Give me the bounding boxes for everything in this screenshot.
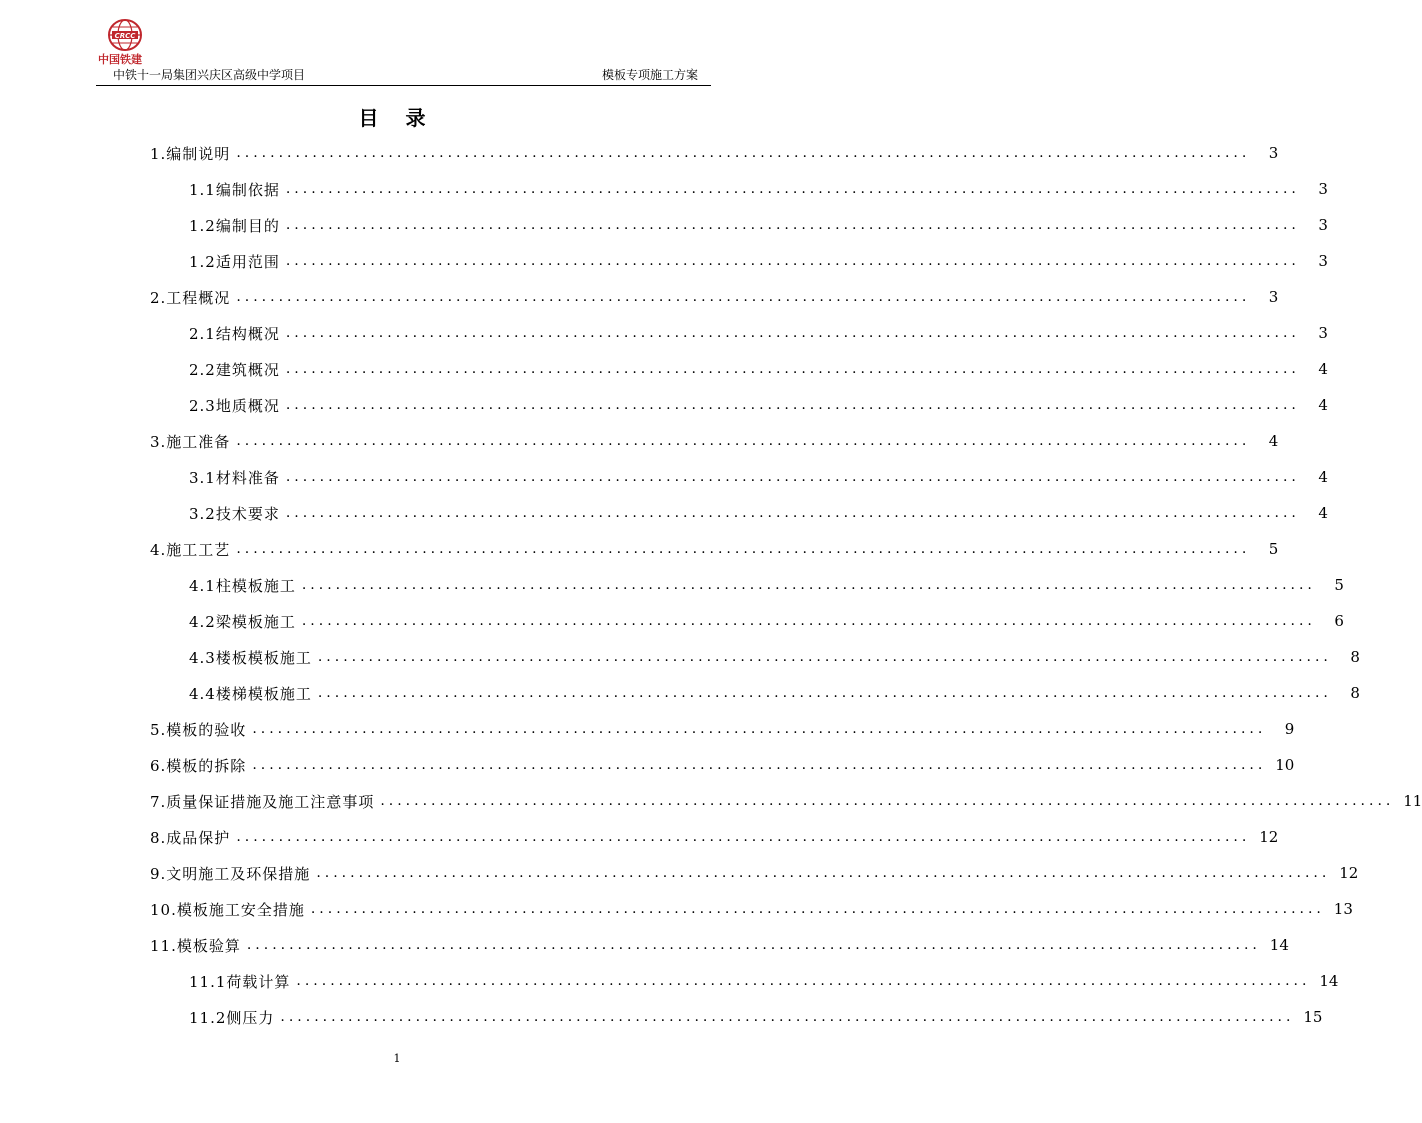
- toc-entry-page: 3: [1318, 252, 1328, 270]
- toc-entry-page: 14: [1319, 972, 1339, 990]
- toc-entry[interactable]: [189, 675, 1360, 711]
- header-project-name: 中铁十一局集团兴庆区高级中学项目: [113, 68, 306, 82]
- toc-entry[interactable]: [189, 459, 1328, 495]
- header-document-title: 模板专项施工方案: [601, 68, 698, 82]
- toc-entry-label: 2.工程概况: [150, 288, 231, 307]
- toc-entry[interactable]: [150, 531, 1279, 567]
- toc-entry-label: 9.文明施工及环保措施: [150, 864, 311, 883]
- toc-leader-dots: ........................................................................................................................: [310, 901, 1325, 917]
- toc-entry[interactable]: [189, 387, 1328, 423]
- toc-leader-dots: ........................................................................................................................: [285, 253, 1300, 269]
- toc-entry-label: 1.2适用范围: [189, 252, 280, 271]
- toc-entry-page: 11: [1403, 792, 1422, 810]
- toc-entry[interactable]: [189, 171, 1328, 207]
- toc-entry[interactable]: [150, 423, 1279, 459]
- toc-leader-dots: ........................................................................................................................: [252, 757, 1267, 773]
- toc-entry-page: 4: [1318, 396, 1328, 414]
- toc-leader-dots: ........................................................................................................................: [236, 433, 1251, 449]
- toc-leader-dots: ........................................................................................................................: [285, 397, 1300, 413]
- toc-entry-label: 1.1编制依据: [189, 180, 280, 199]
- toc-leader-dots: ........................................................................................................................: [316, 865, 1331, 881]
- toc-leader-dots: ........................................................................................................................: [246, 937, 1261, 953]
- toc-leader-dots: ........................................................................................................................: [317, 649, 1332, 665]
- toc-leader-dots: ........................................................................................................................: [380, 793, 1395, 809]
- toc-leader-dots: ........................................................................................................................: [285, 505, 1300, 521]
- toc-entry-label: 11.模板验算: [150, 936, 241, 955]
- toc-entry-page: 8: [1350, 648, 1360, 666]
- toc-leader-dots: ........................................................................................................................: [296, 973, 1311, 989]
- toc-entry-page: 5: [1334, 576, 1344, 594]
- toc-entry-page: 13: [1333, 900, 1353, 918]
- toc-entry[interactable]: [150, 783, 1422, 819]
- toc-entry[interactable]: [189, 495, 1328, 531]
- toc-entry-label: 1.2编制目的: [189, 216, 280, 235]
- toc-entry[interactable]: [150, 747, 1295, 783]
- toc-entry-page: 12: [1259, 828, 1279, 846]
- toc-entry[interactable]: [150, 135, 1279, 171]
- toc-entry-page: 4: [1318, 504, 1328, 522]
- toc-entry[interactable]: [150, 855, 1359, 891]
- toc-entry-label: 4.2梁模板施工: [189, 612, 296, 631]
- toc-entry-label: 4.1柱模板施工: [189, 576, 296, 595]
- toc-entry-label: 10.模板施工安全措施: [150, 900, 305, 919]
- toc-entry[interactable]: [150, 891, 1353, 927]
- toc-entry-page: 12: [1339, 864, 1359, 882]
- toc-leader-dots: ........................................................................................................................: [236, 541, 1251, 557]
- toc-entry[interactable]: [150, 279, 1279, 315]
- toc-leader-dots: ........................................................................................................................: [301, 613, 1316, 629]
- toc-leader-dots: ........................................................................................................................: [236, 829, 1251, 845]
- toc-entry-page: 3: [1318, 180, 1328, 198]
- toc-leader-dots: ........................................................................................................................: [285, 469, 1300, 485]
- page-number: 1: [393, 1052, 401, 1065]
- toc-leader-dots: ........................................................................................................................: [285, 325, 1300, 341]
- toc-leader-dots: ........................................................................................................................: [317, 685, 1332, 701]
- toc-entry-page: 6: [1334, 612, 1344, 630]
- toc-entry-label: 4.施工工艺: [150, 540, 231, 559]
- toc-entry[interactable]: [189, 603, 1344, 639]
- toc-entry[interactable]: [189, 999, 1323, 1035]
- toc-entry-label: 4.4楼梯模板施工: [189, 684, 312, 703]
- toc-leader-dots: ........................................................................................................................: [285, 361, 1300, 377]
- toc-entry-label: 8.成品保护: [150, 828, 231, 847]
- toc-entry[interactable]: [189, 315, 1328, 351]
- toc-leader-dots: ........................................................................................................................: [285, 181, 1300, 197]
- toc-entry[interactable]: [150, 819, 1279, 855]
- svg-text:CRCC: CRCC: [114, 32, 136, 40]
- toc-entry-page: 9: [1284, 720, 1295, 738]
- toc-entry-label: 3.施工准备: [150, 432, 231, 451]
- toc-entry-label: 3.2技术要求: [189, 504, 280, 523]
- toc-entry-page: 5: [1268, 540, 1279, 558]
- toc-entry[interactable]: [189, 963, 1339, 999]
- toc-entry-label: 11.2侧压力: [189, 1008, 275, 1027]
- toc-entry-page: 15: [1303, 1008, 1323, 1026]
- toc-entry-label: 7.质量保证措施及施工注意事项: [150, 792, 375, 811]
- toc-entry[interactable]: [189, 639, 1360, 675]
- logo-text: 中国铁建: [98, 53, 142, 66]
- toc-entry-label: 4.3楼板模板施工: [189, 648, 312, 667]
- toc-entry-label: 2.1结构概况: [189, 324, 280, 343]
- toc-entry-label: 2.2建筑概况: [189, 360, 280, 379]
- toc-entry-label: 6.模板的拆除: [150, 756, 247, 775]
- toc-entry-page: 10: [1275, 756, 1295, 774]
- toc-entry[interactable]: [189, 243, 1328, 279]
- toc-entry[interactable]: [150, 711, 1295, 747]
- header-rule: [96, 85, 711, 86]
- toc-entry[interactable]: [189, 567, 1344, 603]
- toc-entry[interactable]: [150, 927, 1289, 963]
- toc-leader-dots: ........................................................................................................................: [285, 217, 1300, 233]
- toc-entry-page: 4: [1318, 468, 1328, 486]
- toc-entry-label: 1.编制说明: [150, 144, 231, 163]
- toc-title: 目 录: [358, 106, 436, 130]
- toc-entry-label: 11.1荷载计算: [189, 972, 291, 991]
- toc-entry-label: 3.1材料准备: [189, 468, 280, 487]
- toc-entry-page: 3: [1318, 216, 1328, 234]
- toc-entry-page: 3: [1318, 324, 1328, 342]
- toc-leader-dots: ........................................................................................................................: [252, 721, 1267, 737]
- toc-leader-dots: ........................................................................................................................: [236, 289, 1251, 305]
- toc-entry-label: 2.3地质概况: [189, 396, 280, 415]
- toc-entry-page: 14: [1269, 936, 1289, 954]
- toc-entry-page: 3: [1268, 288, 1279, 306]
- toc-leader-dots: ........................................................................................................................: [280, 1009, 1295, 1025]
- toc-entry-page: 3: [1268, 144, 1279, 162]
- toc-leader-dots: ........................................................................................................................: [301, 577, 1316, 593]
- toc-entry[interactable]: [189, 351, 1328, 387]
- toc-entry-page: 4: [1268, 432, 1279, 450]
- toc-entry[interactable]: [189, 207, 1328, 243]
- toc-leader-dots: ........................................................................................................................: [236, 145, 1251, 161]
- toc-entry-label: 5.模板的验收: [150, 720, 247, 739]
- toc-entry-page: 8: [1350, 684, 1360, 702]
- toc-entry-page: 4: [1318, 360, 1328, 378]
